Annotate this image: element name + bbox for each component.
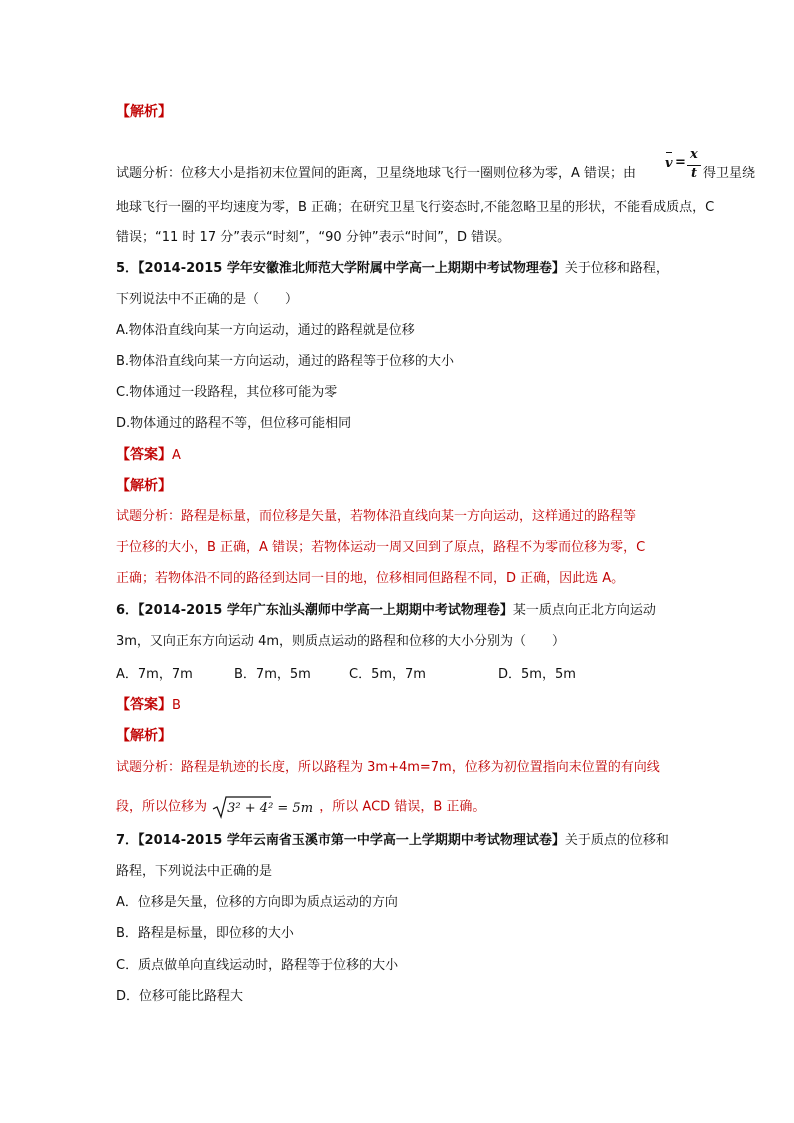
- q6-answer-value: B: [172, 698, 181, 713]
- q5-analysis-line-1: 试题分析：路程是标量，而位移是矢量，若物体沿直线向某一方向运动，这样通过的路程等: [116, 509, 637, 524]
- q6-stem-line-2: 3m，又向正东方向运动 4m，则质点运动的路程和位移的大小分别为（ ）: [116, 634, 566, 649]
- q5-answer: [116, 445, 181, 466]
- sqrt-formula: [211, 795, 315, 819]
- q4-analysis-text: 试题分析：位移大小是指初末位置间的距离，卫星绕地球飞行一圈则位移为零，A 错误；由: [116, 166, 637, 181]
- q5-analysis-line-2: 于位移的大小，B 正确，A 错误；若物体运动一周又回到了原点，路程不为零而位移为零，C: [116, 540, 646, 555]
- q5-answer-label: 【答案】: [116, 447, 172, 463]
- q7-number: 7．: [116, 833, 139, 848]
- q6-answer: [116, 695, 181, 716]
- formula-denominator: t: [691, 166, 698, 181]
- q6-source: 【2014-2015 学年广东汕头潮师中学高一上期期中考试物理卷】: [138, 603, 513, 618]
- formula-eq: =: [675, 155, 686, 170]
- q6-option-a: A．7m，7m: [116, 667, 193, 682]
- q6-analysis-label: 【解析】: [116, 728, 172, 744]
- q5-analysis-label: 【解析】: [116, 478, 172, 494]
- q5-analysis-line-3: 正确；若物体沿不同的路径到达同一目的地，位移相同但路程不同，D 正确，因此选 A。: [116, 571, 625, 586]
- q5-stem-line-2: 下列说法中不正确的是（ ）: [116, 292, 299, 307]
- q5-option-d: D.物体通过的路程不等，但位移可能相同: [116, 416, 352, 431]
- q6-option-b: B．7m，5m: [234, 667, 311, 682]
- q6-option-d: D．5m，5m: [498, 667, 576, 682]
- q7-option-a: A．位移是矢量，位移的方向即为质点运动的方向: [116, 895, 398, 910]
- q7-stem-line-1: [116, 831, 669, 851]
- q7-stem-line-2: 路程，下列说法中正确的是: [116, 864, 273, 879]
- q5-option-c: C.物体通过一段路程，其位移可能为零: [116, 385, 338, 400]
- q4-analysis-line-3: 错误；“11 时 17 分”表示“时刻”，“90 分钟”表示“时间”，D 错误。: [116, 230, 511, 245]
- q5-stem: 关于位移和路程，: [564, 261, 669, 276]
- q6-option-c: C．5m，7m: [349, 667, 426, 682]
- q6-analysis-text-end: ，所以 ACD 错误，B 正确。: [319, 799, 486, 815]
- formula-v: v: [665, 156, 673, 171]
- q4-analysis-line-2: 地球飞行一圈的平均速度为零，B 正确；在研究卫星飞行姿态时,不能忽略卫星的形状，不能看成质点，C: [116, 200, 715, 215]
- q5-source: 【2014-2015 学年安徽淮北师范大学附属中学高一上期期中考试物理卷】: [138, 261, 565, 276]
- q5-answer-value: A: [172, 448, 181, 463]
- q4-analysis-label: 【解析】: [116, 104, 172, 120]
- q7-source: 【2014-2015 学年云南省玉溪市第一中学高一上学期期中考试物理试卷】: [138, 833, 565, 848]
- q6-analysis-line-2: [116, 795, 485, 819]
- q7-stem: 关于质点的位移和: [564, 833, 669, 848]
- q6-stem: 某一质点向正北方向运动: [512, 603, 656, 618]
- q4-analysis-line-1: [116, 164, 636, 184]
- q5-option-a: A.物体沿直线向某一方向运动，通过的路程就是位移: [116, 323, 415, 338]
- q6-answer-label: 【答案】: [116, 697, 172, 713]
- formula-numerator: x: [690, 147, 698, 162]
- q5-stem-line-1: [116, 259, 669, 279]
- q4-analysis-line-1-end: 得卫星绕: [703, 166, 756, 181]
- q6-stem-line-1: [116, 601, 656, 621]
- q6-analysis-text: 段，所以位移为: [116, 799, 208, 815]
- sqrt-expression: 3² + 4² = 5m: [227, 801, 314, 816]
- q7-option-c: C．质点做单向直线运动时，路程等于位移的大小: [116, 958, 399, 973]
- average-velocity-formula: [663, 147, 703, 183]
- q5-number: 5．: [116, 261, 139, 276]
- q7-option-b: B．路程是标量，即位移的大小: [116, 926, 294, 941]
- q6-analysis-line-1: 试题分析：路程是轨迹的长度，所以路程为 3m+4m=7m，位移为初位置指向末位置的有向线: [116, 760, 660, 775]
- q7-option-d: D．位移可能比路程大: [116, 989, 244, 1004]
- q5-option-b: B.物体沿直线向某一方向运动，通过的路程等于位移的大小: [116, 354, 455, 369]
- q6-number: 6．: [116, 603, 139, 618]
